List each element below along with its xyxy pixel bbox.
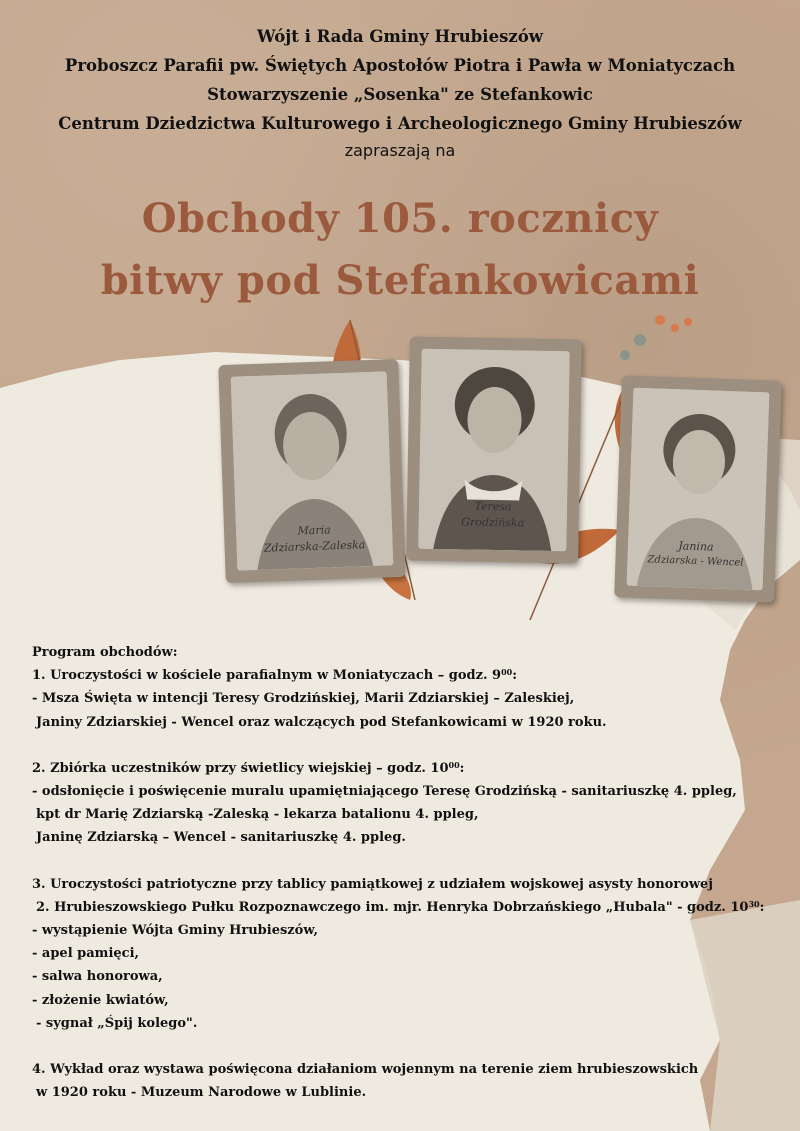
program-heading: Program obchodów: [32,645,178,660]
portrait-collage [200,300,790,640]
portrait-photo [231,371,394,570]
invite-text: zapraszają na [344,141,456,160]
organizer-line: Stowarzyszenie „Sosenka" ze Stefankowic [207,85,593,104]
program-line: - odsłonięcie i poświęcenie muralu upamiętniającego Teresę Grodzińską - sanitariuszkę 4. ppleg, [32,784,737,800]
portrait-photo [418,349,569,552]
event-title [0,188,800,312]
program-item-3: 3. Uroczystości patriotyczne przy tablicy pamiątkowej z udziałem wojskowej asysty honorowej [32,876,714,892]
program-line: kpt dr Marię Zdziarską -Zaleską - lekarza batalionu 4. ppleg, [36,807,479,823]
portrait-caption-last: Zdziarska - Wencel [647,554,744,569]
program-line: - salwa honorowa, [32,969,163,985]
portrait-frame [406,337,582,564]
portrait-caption-first: Teresa [474,499,512,514]
program-line: - wystąpienie Wójta Gminy Hrubieszów, [32,923,319,939]
organizer-line: Proboszcz Parafii pw. Świętych Apostołów Piotra i Pawła w Moniatyczach [64,56,736,75]
portrait-caption-last: Grodzińska [461,515,525,530]
portrait-caption-first: Janina [678,539,714,554]
program-line: - sygnał „Śpij kolego". [36,1015,198,1031]
program-item-4: 4. Wykład oraz wystawa poświęcona działaniom wojennym na terenie ziem hrubieszowskich [32,1062,699,1078]
program-line: - Msza Święta w intencji Teresy Grodzińskiej, Marii Zdziarskiej – Zaleskiej, [32,691,575,707]
organizer-line: Centrum Dziedzictwa Kulturowego i Archeologicznego Gminy Hrubieszów [58,114,742,133]
program-line: - apel pamięci, [32,946,140,962]
program-section [32,641,782,1104]
program-item-3-cont: 2. Hrubieszowskiego Pułku Rozpoznawczego im. mjr. Henryka Dobrzańskiego „Hubala" - godz. $10^{30}$: [36,898,765,915]
portrait-frame [218,359,405,583]
organizers-block [0,22,800,164]
portrait-caption-first: Maria [297,523,331,538]
program-line: Janiny Zdziarskiej - Wencel oraz walczących pod Stefankowicami w 1920 roku. [36,714,607,730]
organizer-line: Wójt i Rada Gminy Hrubieszów [257,27,543,46]
program-line: - złożenie kwiatów, [32,992,169,1008]
title-line-1: Obchody 105. rocznicy [141,195,659,242]
program-line: w 1920 roku - Muzeum Narodowe w Lublinie. [36,1085,367,1101]
program-item-2: 2. Zbiórka uczestników przy świetlicy wiejskiej – godz. $10^{00}$: [32,759,465,776]
portrait-caption-last: Zdziarska-Zaleska [263,538,366,555]
program-item-1: 1. Uroczystości w kościele parafialnym w Moniatyczach – godz. $9^{00}$: [32,667,518,684]
portrait-photo [627,388,770,591]
portrait-frame [614,375,782,602]
program-line: Janinę Zdziarską – Wencel - sanitariuszkę 4. ppleg. [36,830,406,846]
title-line-2: bitwy pod Stefankowicami [100,257,700,304]
